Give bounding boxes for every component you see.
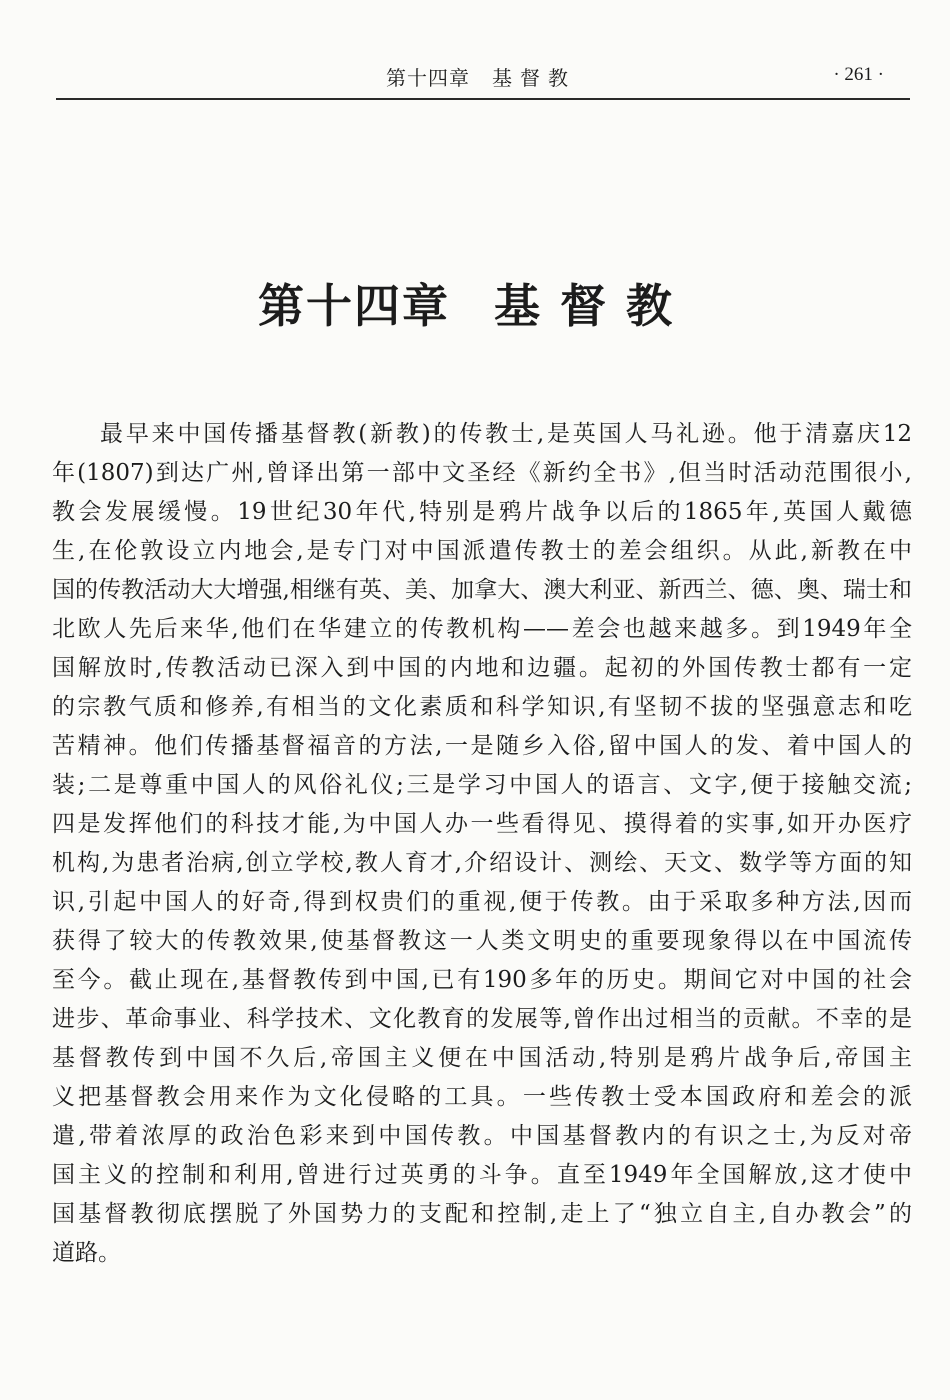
running-header-chapter [386,62,576,91]
text-line: 生,在伦敦设立内地会,是专门对中国派遣传教士的差会组织。从此,新教在中 [52,538,912,564]
text-line: 年(1807)到达广州,曾译出第一部中文圣经《新约全书》,但当时活动范围很小, [52,460,912,486]
text-line: 进步、革命事业、科学技术、文化教育的发展等,曾作出过相当的贡献。不幸的是 [52,1006,912,1032]
text-line: 国基督教彻底摆脱了外国势力的支配和控制,走上了“独立自主,自办教会”的 [52,1201,912,1227]
text-line: 遣,带着浓厚的政治色彩来到中国传教。中国基督教内的有识之士,为反对帝 [52,1123,912,1149]
text-line: 国主义的控制和利用,曾进行过英勇的斗争。直至1949年全国解放,这才使中 [52,1162,912,1188]
running-header-chapter-name: 基督教 [492,66,576,90]
chapter-title-name: 基督教 [494,279,692,333]
running-header-chapter-number: 第十四章 [386,66,470,90]
page-number: · 261 · [833,64,884,85]
chapter-title [0,270,950,336]
chapter-title-number: 第十四章 [258,279,450,333]
text-line: 机构,为患者治病,创立学校,教人育才,介绍设计、测绘、天文、数学等方面的知 [52,850,912,876]
text-line: 的宗教气质和修养,有相当的文化素质和科学知识,有坚韧不拔的坚强意志和吃 [52,694,912,720]
text-line: 至今。截止现在,基督教传到中国,已有190多年的历史。期间它对中国的社会 [52,967,912,993]
text-line: 四是发挥他们的科技才能,为中国人办一些看得见、摸得着的实事,如开办医疗 [52,811,912,837]
text-line: 基督教传到中国不久后,帝国主义便在中国活动,特别是鸦片战争后,帝国主 [52,1045,912,1071]
text-line: 最早来中国传播基督教(新教)的传教士,是英国人马礼逊。他于清嘉庆12 [100,421,912,447]
text-line: 道路。 [52,1240,121,1266]
text-line: 义把基督教会用来作为文化侵略的工具。一些传教士受本国政府和差会的派 [52,1084,912,1110]
text-line: 国的传教活动大大增强,相继有英、美、加拿大、澳大利亚、新西兰、德、奥、瑞士和 [52,577,912,603]
text-line: 苦精神。他们传播基督福音的方法,一是随乡入俗,留中国人的发、着中国人的 [52,733,912,759]
text-line: 装;二是尊重中国人的风俗礼仪;三是学习中国人的语言、文字,便于接触交流; [52,772,912,798]
body-paragraph [52,415,912,1273]
running-header [56,60,910,100]
text-line: 教会发展缓慢。19世纪30年代,特别是鸦片战争以后的1865年,英国人戴德 [52,499,912,525]
text-line: 识,引起中国人的好奇,得到权贵们的重视,便于传教。由于采取多种方法,因而 [52,889,912,915]
text-line: 国解放时,传教活动已深入到中国的内地和边疆。起初的外国传教士都有一定 [52,655,912,681]
text-line: 北欧人先后来华,他们在华建立的传教机构——差会也越来越多。到1949年全 [52,616,912,642]
text-line: 获得了较大的传教效果,使基督教这一人类文明史的重要现象得以在中国流传 [52,928,912,954]
